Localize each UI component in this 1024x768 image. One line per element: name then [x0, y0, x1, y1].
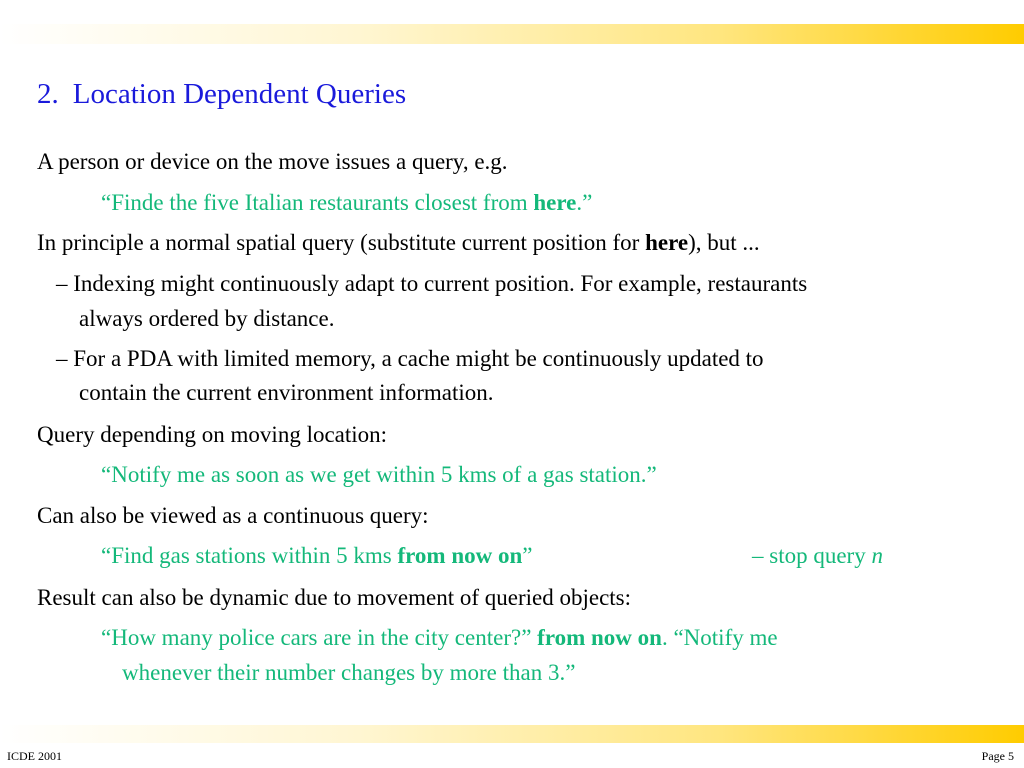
bullet-pda-cache-continued: contain the current environment information.: [79, 380, 494, 405]
bullet-text: Indexing might continuously adapt to current position. For example, restaurants: [73, 271, 808, 296]
footer-page-number: Page 5: [981, 749, 1014, 763]
quote-text: “How many police cars are in the city center?”: [101, 625, 538, 650]
quote-text: “Find gas stations within 5 kms: [101, 543, 398, 568]
stop-query-variable: n: [871, 543, 883, 568]
bullet-indexing-continued: always ordered by distance.: [79, 306, 335, 331]
footer-conference: ICDE 2001: [7, 749, 62, 763]
paragraph-continuous-query: Can also be viewed as a continuous query:: [37, 503, 429, 528]
paragraph-end: ), but ...: [688, 230, 760, 255]
quote-end: ”: [522, 543, 533, 568]
paragraph-intro: A person or device on the move issues a query, e.g.: [37, 149, 508, 174]
quote-find-gas-stations: [101, 539, 532, 573]
quote-gas-station-notify: “Notify me as soon as we get within 5 kms of a gas station.”: [101, 462, 657, 487]
quote-emphasis: from now on: [537, 625, 662, 650]
stop-query-note: [752, 539, 883, 573]
quote-police-cars-continued: whenever their number changes by more than 3.”: [122, 660, 576, 685]
quote-police-cars: [101, 621, 778, 655]
quote-emphasis: from now on: [397, 543, 523, 568]
bullet-pda-cache: [56, 342, 764, 376]
quote-end: .”: [576, 190, 593, 215]
paragraph-moving-location: Query depending on moving location:: [37, 422, 388, 447]
paragraph-principle: [37, 226, 760, 260]
paragraph-dynamic-result: Result can also be dynamic due to movement of queried objects:: [37, 585, 632, 610]
paragraph-text: In principle a normal spatial query (substitute current position for: [37, 230, 646, 255]
bullet-dash: –: [56, 271, 68, 296]
paragraph-emphasis: here: [645, 230, 689, 255]
bullet-text: For a PDA with limited memory, a cache might be continuously updated to: [73, 346, 764, 371]
bullet-indexing: [56, 267, 807, 301]
stop-query-text: – stop query: [752, 543, 872, 568]
slide-title-text: Location Dependent Queries: [72, 78, 407, 110]
top-decorative-band: [0, 24, 1024, 44]
quote-italian-restaurants: [101, 186, 592, 220]
slide-title: [37, 78, 406, 111]
quote-end: . “Notify me: [661, 625, 778, 650]
slide-title-number: 2.: [37, 78, 59, 110]
quote-emphasis: here: [533, 190, 577, 215]
quote-text: “Finde the five Italian restaurants closest from: [101, 190, 534, 215]
bottom-decorative-band: [0, 725, 1024, 743]
bullet-dash: –: [56, 346, 68, 371]
